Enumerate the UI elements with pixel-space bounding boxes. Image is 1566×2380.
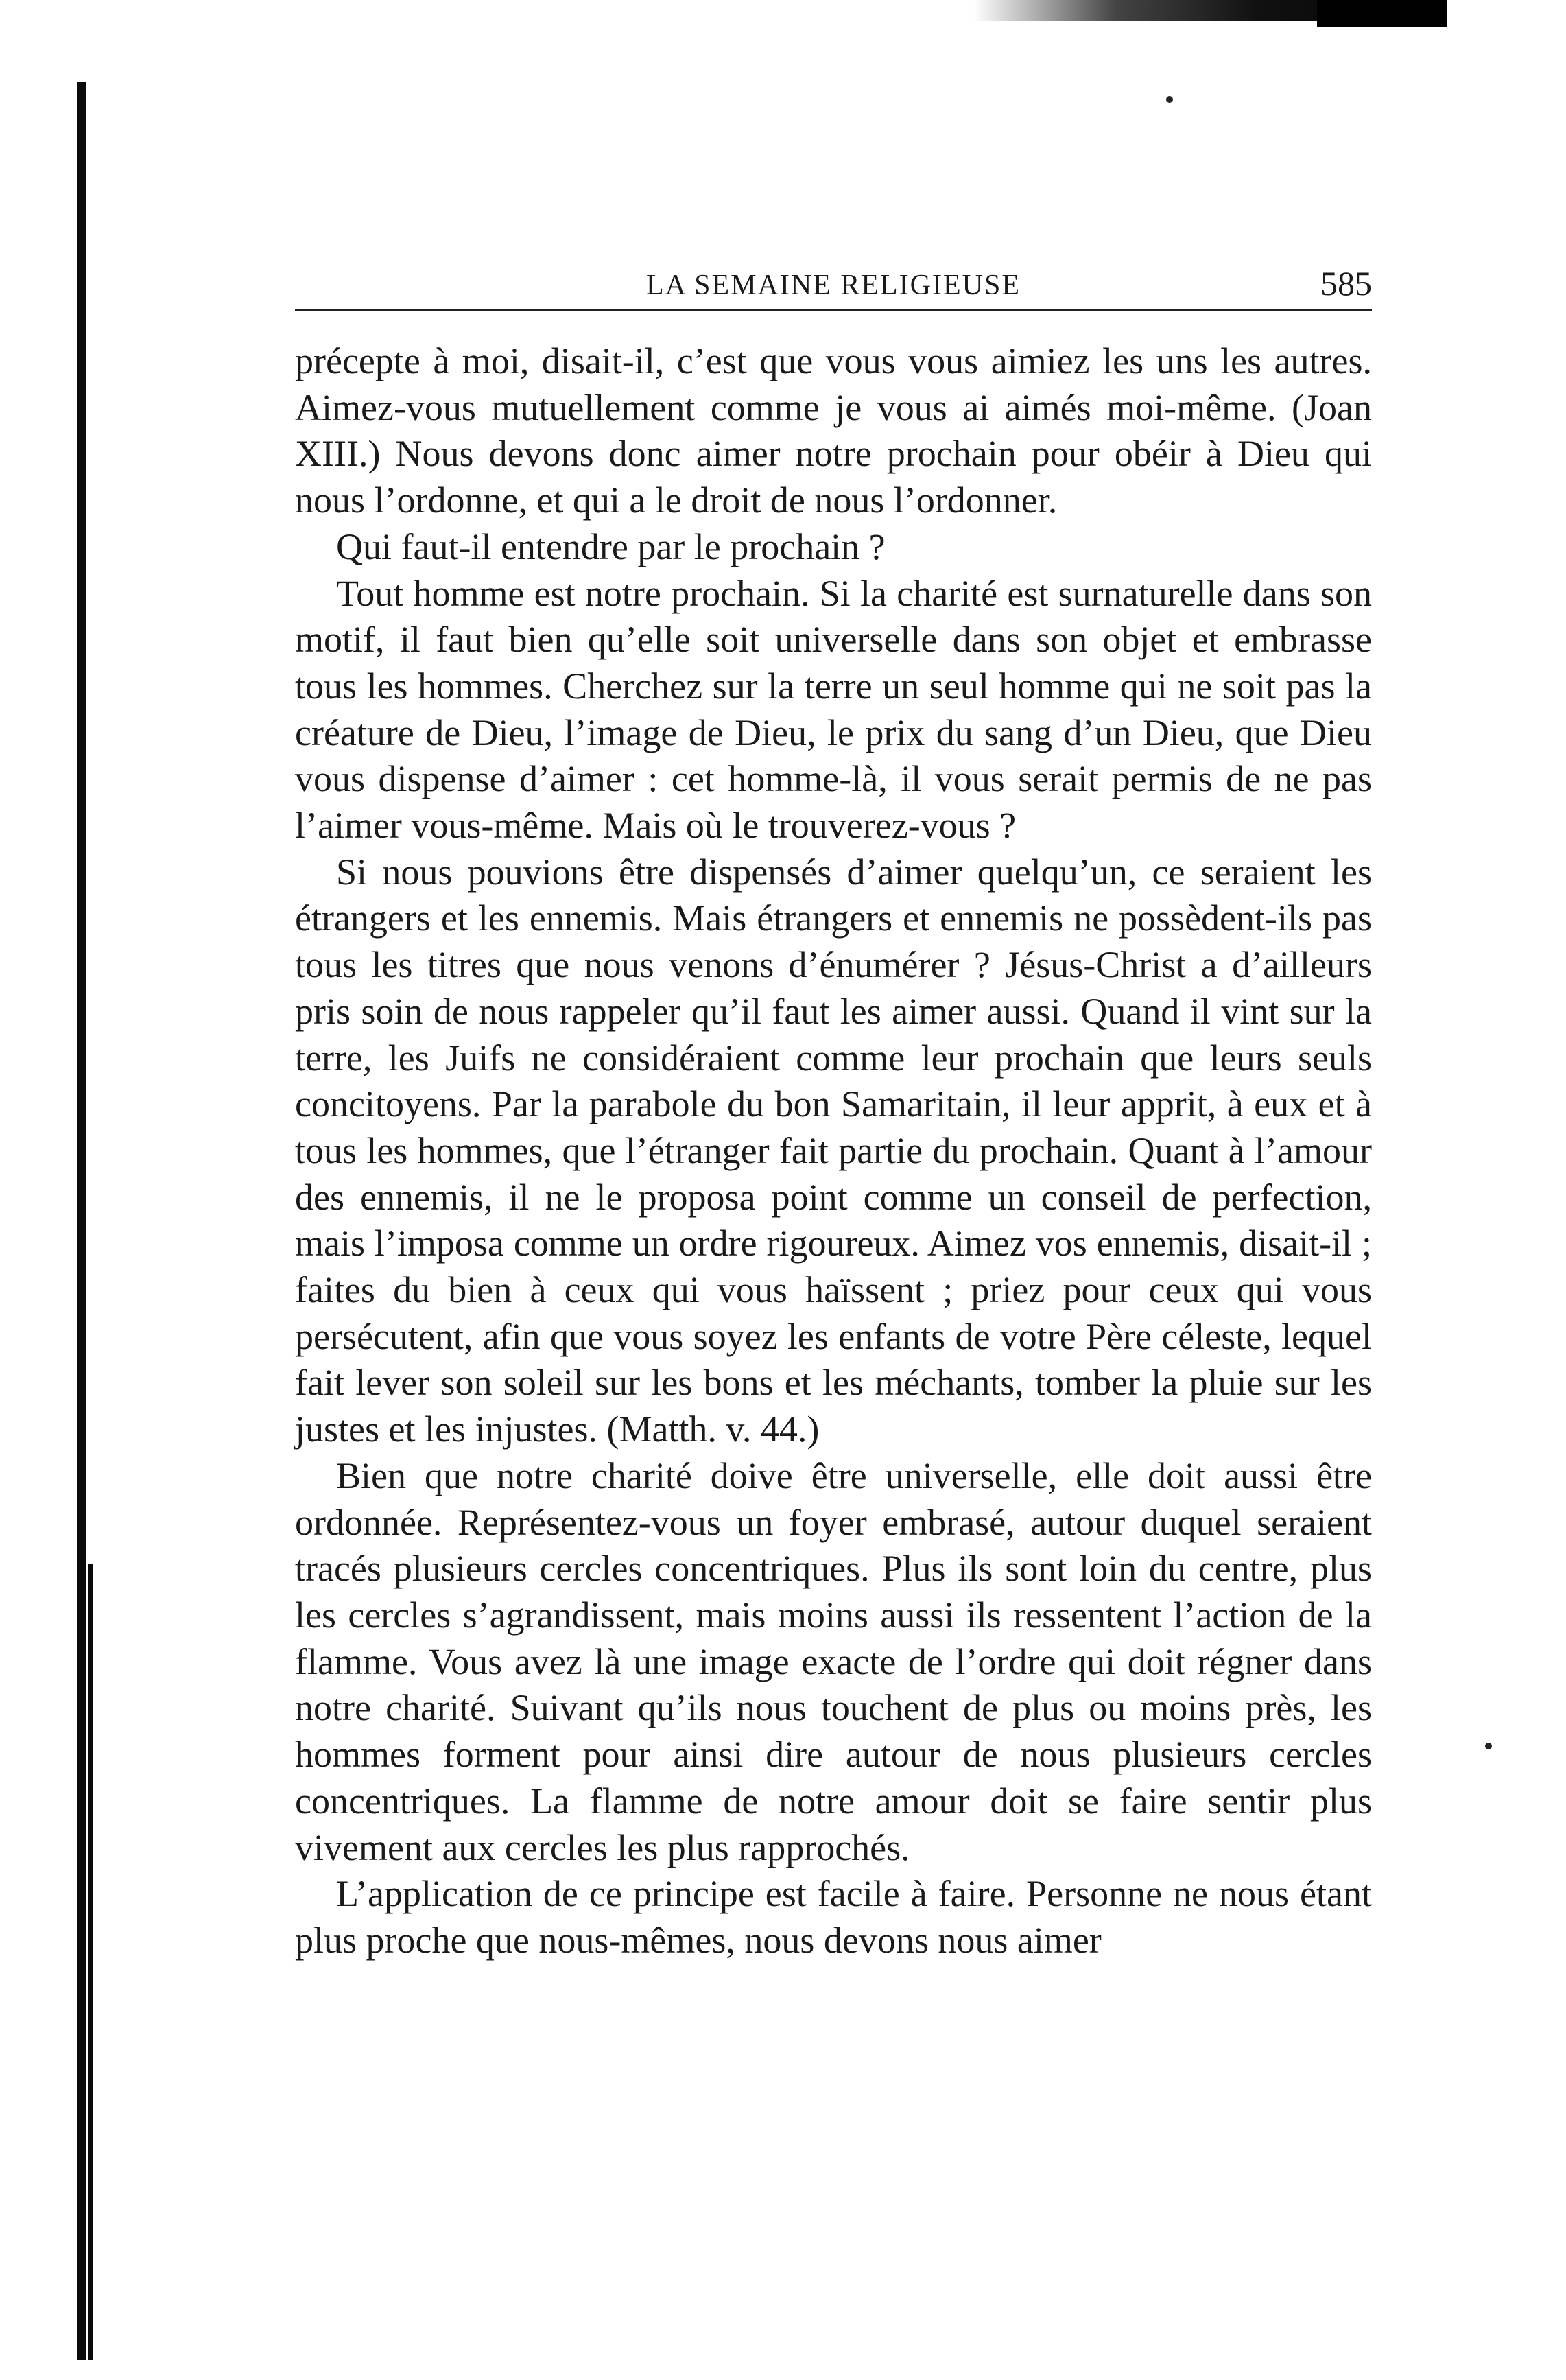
body-text <box>295 338 1372 1964</box>
text-line: Bien que notre charité doive être universelle, elle doit aussi être ordonnée. Représentez-vous un foyer embrasé, autour duquel seraient tracés plusieurs cercles concentriques. Plus ils sont loin du centre, plus les cercles s’agrandissent, mais moins aussi ils ressentent l’action de la flamme. Vous avez là une image exacte de l’ordre qui doit régner dans notre charité. Suivant qu’ils nous touchent de plus ou moins près, les hommes forment pour ainsi dire autour de nous plusieurs cercles concentriques. La flamme de notre amour doit se faire sentir plus vivement aux cercles les plus rapprochés. <box>295 1454 1372 1868</box>
text-line: Si nous pouvions être dispensés d’aimer quelqu’un, ce seraient les étrangers et les ennemis. Mais étrangers et ennemis ne possèdent-ils pas tous les titres que nous venons d’énumérer ? Jésus-Christ a d’ailleurs pris soin de nous rappeler qu’il faut les aimer aussi. Quand il vint sur la terre, les Juifs ne considéraient comme leur prochain que leurs seuls concitoyens. Par la parabole du bon Samaritain, il leur apprit, à eux et à tous les hommes, que l’étranger fait partie du prochain. Quant à l’amour des ennemis, il ne le proposa point comme un conseil de perfection, mais l’imposa comme un ordre rigoureux. Aimez vos ennemis, disait-il ; faites du bien à ceux qui vous haïssent ; priez pour ceux qui vous persécutent, afin que vous soyez les enfants de votre Père céleste, lequel fait lever son soleil sur les bons et les méchants, tomber la pluie sur les justes et les injustes. (Matth. v. 44.) <box>295 851 1372 1450</box>
book-page <box>295 261 1372 1964</box>
scan-artifact-left-edge-inner <box>88 1564 93 2360</box>
text-line: Tout homme est notre prochain. Si la charité est surnaturelle dans son motif, il faut bien qu’elle soit universelle dans son objet et embrasse tous les hommes. Cherchez sur la terre un seul homme qui ne soit pas la créature de Dieu, l’image de Dieu, le prix du sang d’un Dieu, que Dieu vous dispense d’aimer : cet homme-là, il vous serait permis de ne pas l’aimer vous-même. Mais où le trouverez-vous ? <box>295 572 1372 847</box>
page-number: 585 <box>1320 264 1372 303</box>
paragraph <box>295 849 1372 1453</box>
paragraph <box>295 1871 1372 1964</box>
text-line: L’application de ce principe est facile à faire. Personne ne nous étant plus proche que nous-mêmes, nous devons nous aimer <box>295 1873 1372 1961</box>
paragraph <box>295 1453 1372 1871</box>
scan-artifact-top-mark <box>1317 0 1447 27</box>
page-header <box>295 261 1372 311</box>
paragraph <box>295 571 1372 849</box>
text-line: Qui faut-il entendre par le prochain ? <box>336 526 886 567</box>
running-title: LA SEMAINE RELIGIEUSE <box>646 270 1021 301</box>
text-line: précepte à moi, disait-il, c’est que vous vous aimiez les uns les autres. Aimez-vous mutuellement comme je vous ai aimés moi-même. (Joan XIII.) Nous devons donc aimer notre prochain pour obéir à Dieu qui nous l’ordonne, et qui a le droit de nous l’ordonner. <box>295 340 1372 521</box>
paragraph <box>295 524 1372 571</box>
scan-artifact-left-edge <box>77 82 86 2360</box>
paragraph <box>295 338 1372 524</box>
scan-speck <box>1166 96 1173 103</box>
scan-speck <box>1485 1743 1492 1749</box>
